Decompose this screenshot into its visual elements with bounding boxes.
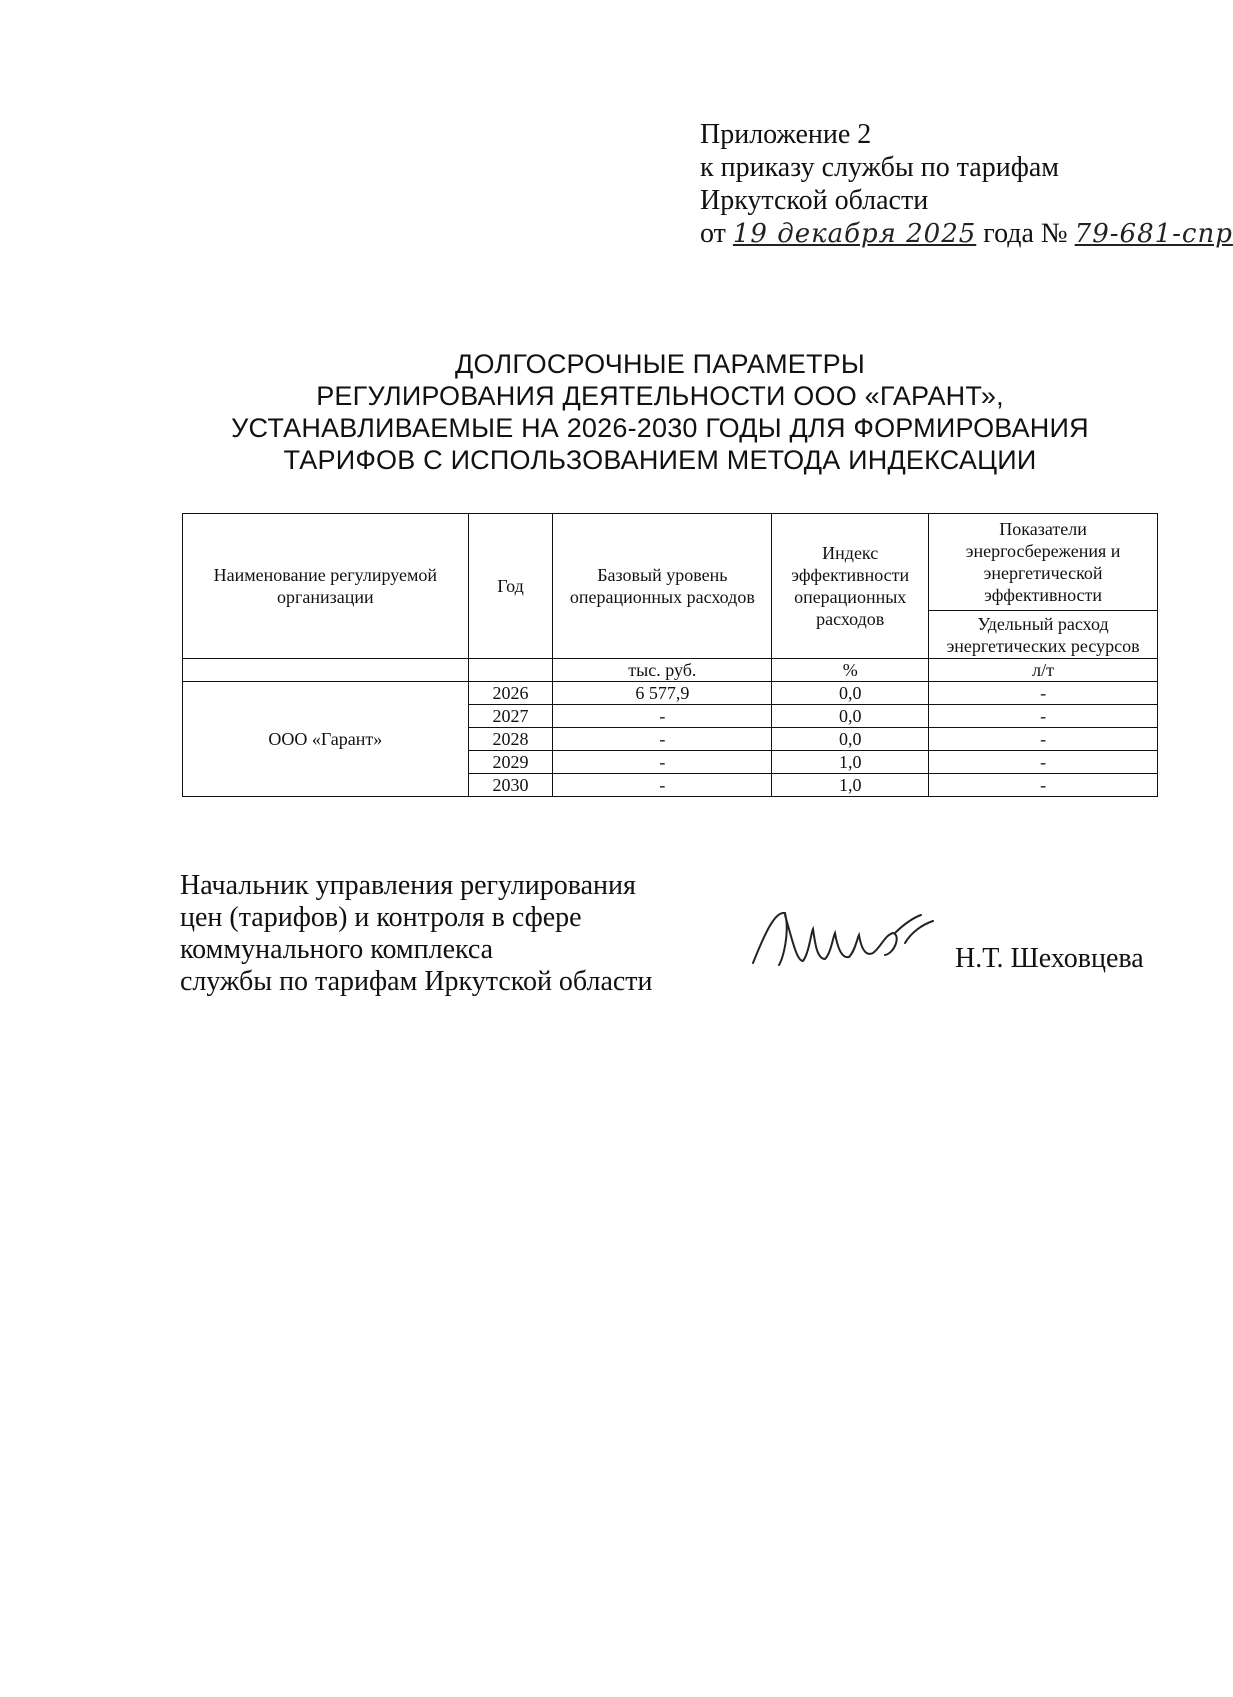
signatory-line-4: службы по тарифам Иркутской области (180, 966, 653, 997)
header-base: Базовый уровень операционных расходов (553, 514, 772, 659)
title-line-1: ДОЛГОСРОЧНЫЕ ПАРАМЕТРЫ (455, 349, 865, 379)
cell-year: 2030 (468, 774, 553, 797)
cell-year: 2026 (468, 682, 553, 705)
cell-base: - (553, 751, 772, 774)
header-energy-sub: Удельный расход энергетических ресурсов (929, 611, 1158, 659)
org-name-cell: ООО «Гарант» (183, 682, 469, 797)
cell-energy: - (929, 682, 1158, 705)
cell-index: 0,0 (772, 728, 929, 751)
unit-energy: л/т (929, 659, 1158, 682)
cell-index: 0,0 (772, 682, 929, 705)
signatory-position (180, 870, 653, 998)
cell-index: 1,0 (772, 751, 929, 774)
parameters-table (182, 513, 1158, 797)
title-line-3: УСТАНАВЛИВАЕМЫЕ НА 2026-2030 ГОДЫ ДЛЯ ФОРМИРОВАНИЯ (231, 413, 1089, 443)
annex-handwritten-number: 79-681-спр (1074, 219, 1233, 249)
annex-block (700, 118, 1233, 251)
annex-date-line (700, 217, 1233, 251)
unit-base: тыс. руб. (553, 659, 772, 682)
title-line-4: ТАРИФОВ С ИСПОЛЬЗОВАНИЕМ МЕТОДА ИНДЕКСАЦИИ (283, 445, 1037, 475)
table-header-row (183, 514, 1158, 611)
cell-base: 6 577,9 (553, 682, 772, 705)
cell-energy: - (929, 774, 1158, 797)
annex-year-word: года № (983, 218, 1068, 249)
signatory-line-2: цен (тарифов) и контроля в сфере (180, 902, 582, 933)
cell-year: 2028 (468, 728, 553, 751)
table-row (183, 682, 1158, 705)
document-title (180, 348, 1140, 476)
signatory-line-1: Начальник управления регулирования (180, 870, 636, 901)
cell-index: 1,0 (772, 774, 929, 797)
cell-year: 2029 (468, 751, 553, 774)
annex-title: Приложение 2 (700, 119, 872, 150)
annex-from-word: от (700, 218, 726, 249)
title-line-2: РЕГУЛИРОВАНИЯ ДЕЯТЕЛЬНОСТИ ООО «ГАРАНТ», (316, 381, 1004, 411)
cell-base: - (553, 728, 772, 751)
annex-region: Иркутской области (700, 185, 929, 216)
cell-energy: - (929, 705, 1158, 728)
cell-energy: - (929, 751, 1158, 774)
header-energy-group: Показатели энергосбережения и энергетической эффективности (929, 514, 1158, 611)
signer-name: Н.Т. Шеховцева (955, 943, 1144, 974)
table-units-row (183, 659, 1158, 682)
cell-base: - (553, 705, 772, 728)
cell-index: 0,0 (772, 705, 929, 728)
header-org: Наименование регулируемой организации (183, 514, 469, 659)
annex-handwritten-date: 19 декабря 2025 (732, 219, 977, 249)
cell-energy: - (929, 728, 1158, 751)
annex-order-ref: к приказу службы по тарифам (700, 152, 1059, 183)
cell-base: - (553, 774, 772, 797)
header-index: Индекс эффективности операционных расходов (772, 514, 929, 659)
header-year: Год (468, 514, 553, 659)
cell-year: 2027 (468, 705, 553, 728)
unit-index: % (772, 659, 929, 682)
handwritten-signature (745, 903, 945, 973)
signatory-line-3: коммунального комплекса (180, 934, 494, 965)
